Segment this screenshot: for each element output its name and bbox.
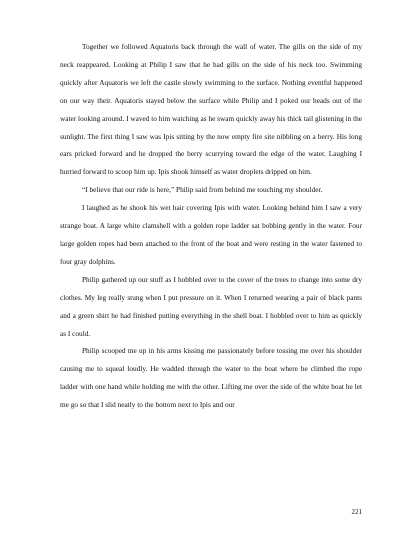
paragraph-2: “I believe that our ride is here,” Philip said from behind me touching my shoulder.: [82, 185, 323, 195]
page-number: 221: [351, 508, 362, 516]
paragraph-1: Together we followed Aquatoris back through the wall of water. The gills on the side of my neck reappeared. Looking at Philip I saw that he had gills on the side of his neck too. Swimming quickly after Aquatoris we left the castle slowly swimming to the surface. Nothing eventful happened on our way their. Aquatoris stayed below the surface while Philip and I poked our heads out of the water looking around. I waved to him watching as he swam quickly away his thick tail glistening in the sunlight. The first thing I saw was Ipis sitting by the now empty fire site nibbling on a berry. His long ears pricked forward and he dropped the berry scurrying toward the edge of the water. Laughing I hurried forward to scoop him up. Ipis shook himself as water droplets dripped on him.: [60, 42, 362, 177]
body-text: [60, 38, 362, 414]
paragraph-4: Philip gathered up our stuff as I hobbled over to the cover of the trees to change into some dry clothes. My leg really stung when I put pressure on it. When I returned wearing a pair of black pants and a green shirt he had finished putting everything in the shell boat. I hobbled over to him as quickly as I could.: [60, 274, 362, 338]
paragraph-5: Philip scooped me up in his arms kissing me passionately before tossing me over his shoulder causing me to squeal loudly. He wadded through the water to the boat where he climbed the rope ladder with one hand while holding me with the other. Lifting me over the side of the white boat he let me go so that I slid neatly to the bottom next to Ipis and our: [60, 346, 362, 410]
paragraph-3: I laughed as he shook his wet hair covering Ipis with water. Looking behind him I saw a very strange boat. A large white clamshell with a golden rope ladder sat bobbing gently in the water. Four large golden ropes had been attached to the front of the boat and were resting in the water fastened to four gray dolphins.: [60, 203, 362, 266]
